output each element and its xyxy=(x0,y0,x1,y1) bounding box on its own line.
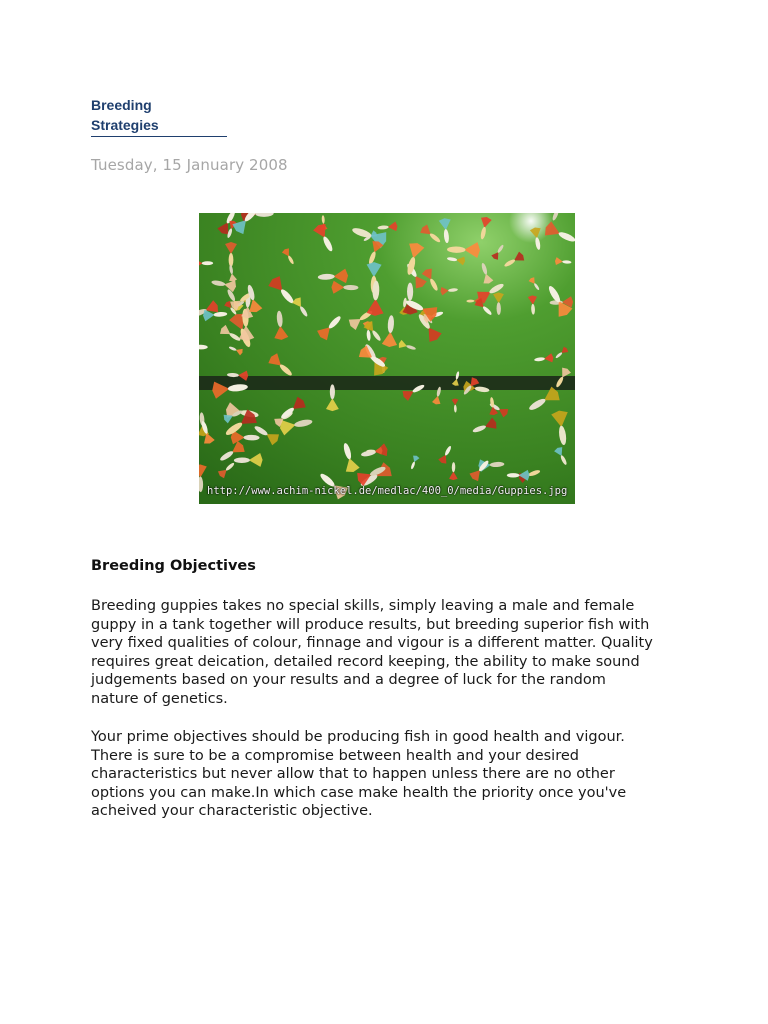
post-date: Tuesday, 15 January 2008 xyxy=(91,156,288,174)
image-caption: http://www.achim-nickel.de/medlac/400_0/media/Guppies.jpg xyxy=(207,485,568,497)
guppies-photo xyxy=(199,213,575,504)
body-paragraph-1: Breeding guppies takes no special skills, simply leaving a male and female guppy in a tank together will produce results, but breeding superior fish with very fixed qualities of colour, finnage and vigour is a different matter. Quality requires great deication, detailed record keeping, the ability to make sound judgements based on your results and a degree of luck for the random nature of genetics. xyxy=(91,598,653,707)
section-heading: Breeding Objectives xyxy=(91,558,256,574)
body-paragraph-2: Your prime objectives should be producing fish in good health and vigour. There is sure to be a compromise between health and your desired characteristics but never allow that to happen unless there are no other options you can make.In which case make health the priority once you've acheived your characteristic objective. xyxy=(91,729,627,820)
document-title xyxy=(91,95,227,137)
document-title-line-2: Strategies xyxy=(91,117,159,133)
tank-rail xyxy=(199,376,575,390)
document-title-line-1: Breeding xyxy=(91,97,152,113)
guppies-photo-image xyxy=(199,213,575,504)
